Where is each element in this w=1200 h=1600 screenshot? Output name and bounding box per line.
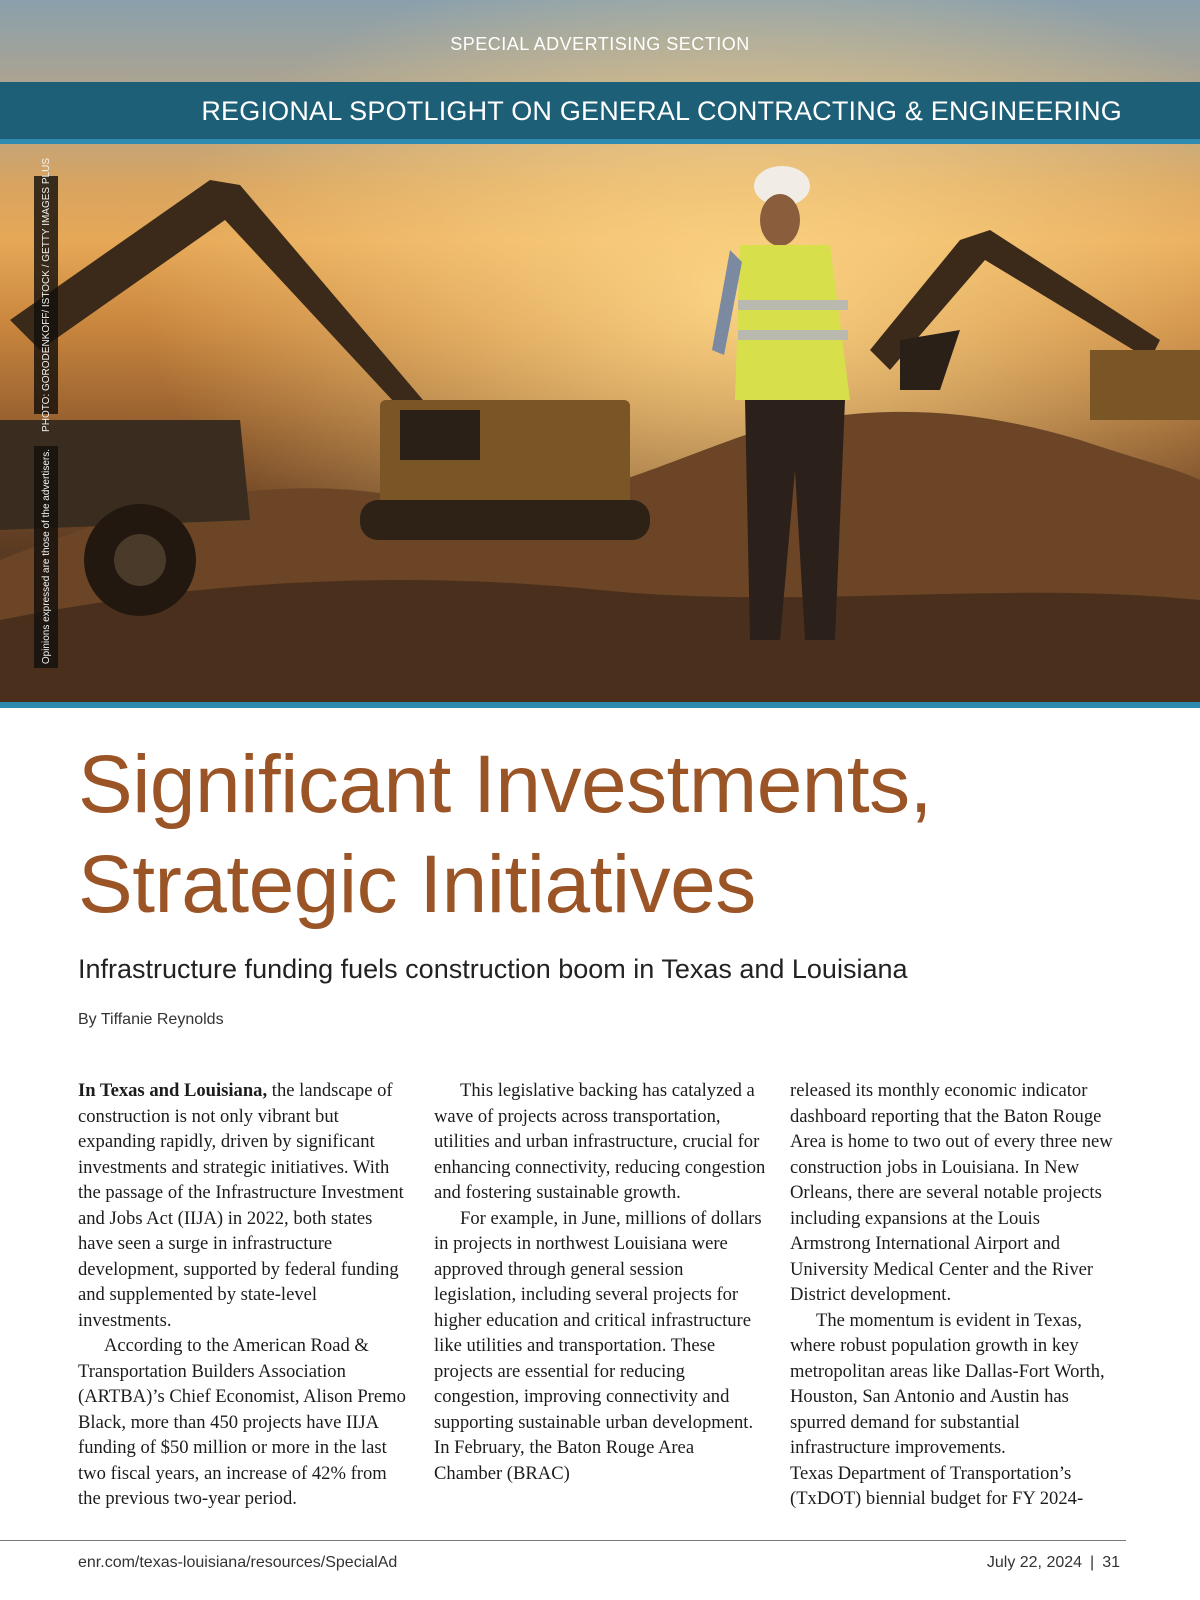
photo-credit-text: PHOTO: GORODENKOFF/ ISTOCK / GETTY IMAGES PLUS [40,158,52,432]
hero-divider [0,702,1200,708]
article-column-2 [434,1078,766,1486]
article-column-3 [790,1078,1122,1512]
paragraph: released its monthly economic indicator dashboard reporting that the Baton Rouge Area is home to two out of every three new construction jobs in Louisiana. In New Orleans, there are several notable projects including expansions at the Louis Armstrong International Airport and University Medical Center and the River District development. [790,1080,1113,1305]
disclaimer-text: Opinions expressed are those of the advertisers. [40,449,52,665]
paragraph [78,1078,410,1333]
section-banner [0,82,1200,144]
footer-url[interactable]: enr.com/texas-louisiana/resources/SpecialAd [78,1554,398,1571]
subtitle: Infrastructure funding fuels construction boom in Texas and Louisiana [78,954,908,984]
paragraph: Texas Department of Transportation’s (TxDOT) biennial budget for FY 2024- [790,1462,1084,1509]
special-advertising-label: SPECIAL ADVERTISING SECTION [450,34,750,54]
footer-separator: | [1090,1554,1095,1571]
article-column-1 [78,1078,410,1512]
paragraph: For example, in June, millions of dollars in projects in northwest Louisiana were approved through general session legislation, including several projects for higher education and critical infrastructure like utilities and transportation. These projects are essential for reducing congestion, improving connectivity and supporting sustainable urban development. In February, the Baton Rouge Area Chamber (BRAC) [434,1207,762,1484]
hero-photo [0,0,1200,708]
paragraph: According to the American Road & Transportation Builders Association (ARTBA)’s Chief Economist, Alison Premo Black, more than 450 projects have IIJA funding of $50 million or more in the last two fiscal years, an increase of 42% from the previous two-year period. [78,1335,406,1509]
title-line-2: Strategic Initiatives [78,839,756,930]
footer-rule [0,1540,1126,1541]
paragraph: The momentum is evident in Texas, where robust population growth in key metropolitan areas like Dallas-Fort Worth, Houston, San Antonio and Austin has spurred demand for substantial infrastructure improvements. [790,1309,1105,1458]
advertiser-disclaimer [34,446,58,668]
title-line-1: Significant Investments, [78,739,932,830]
banner-title: REGIONAL SPOTLIGHT ON GENERAL CONTRACTING & ENGINEERING [201,96,1122,126]
lede-text: In Texas and Louisiana, [78,1080,268,1101]
issue-date: July 22, 2024 [986,1554,1083,1571]
page-number: 31 [1102,1554,1120,1571]
byline: By Tiffanie Reynolds [78,1011,224,1028]
page-title [78,735,1178,935]
paragraph-text: the landscape of construction is not only vibrant but expanding rapidly, driven by significant investments and strategic initiatives. With the passage of the Infrastructure Investment and Jobs Act (IIJA) in 2022, both states have seen a surge in infrastructure development, supported by federal funding and supplemented by state-level investments. [78,1080,404,1331]
footer-page-info [987,1554,1120,1572]
paragraph: This legislative backing has catalyzed a wave of projects across transportation, utilities and urban infrastructure, crucial for enhancing connectivity, reducing congestion and fostering sustainable growth. [434,1080,766,1203]
photo-credit [34,158,58,432]
